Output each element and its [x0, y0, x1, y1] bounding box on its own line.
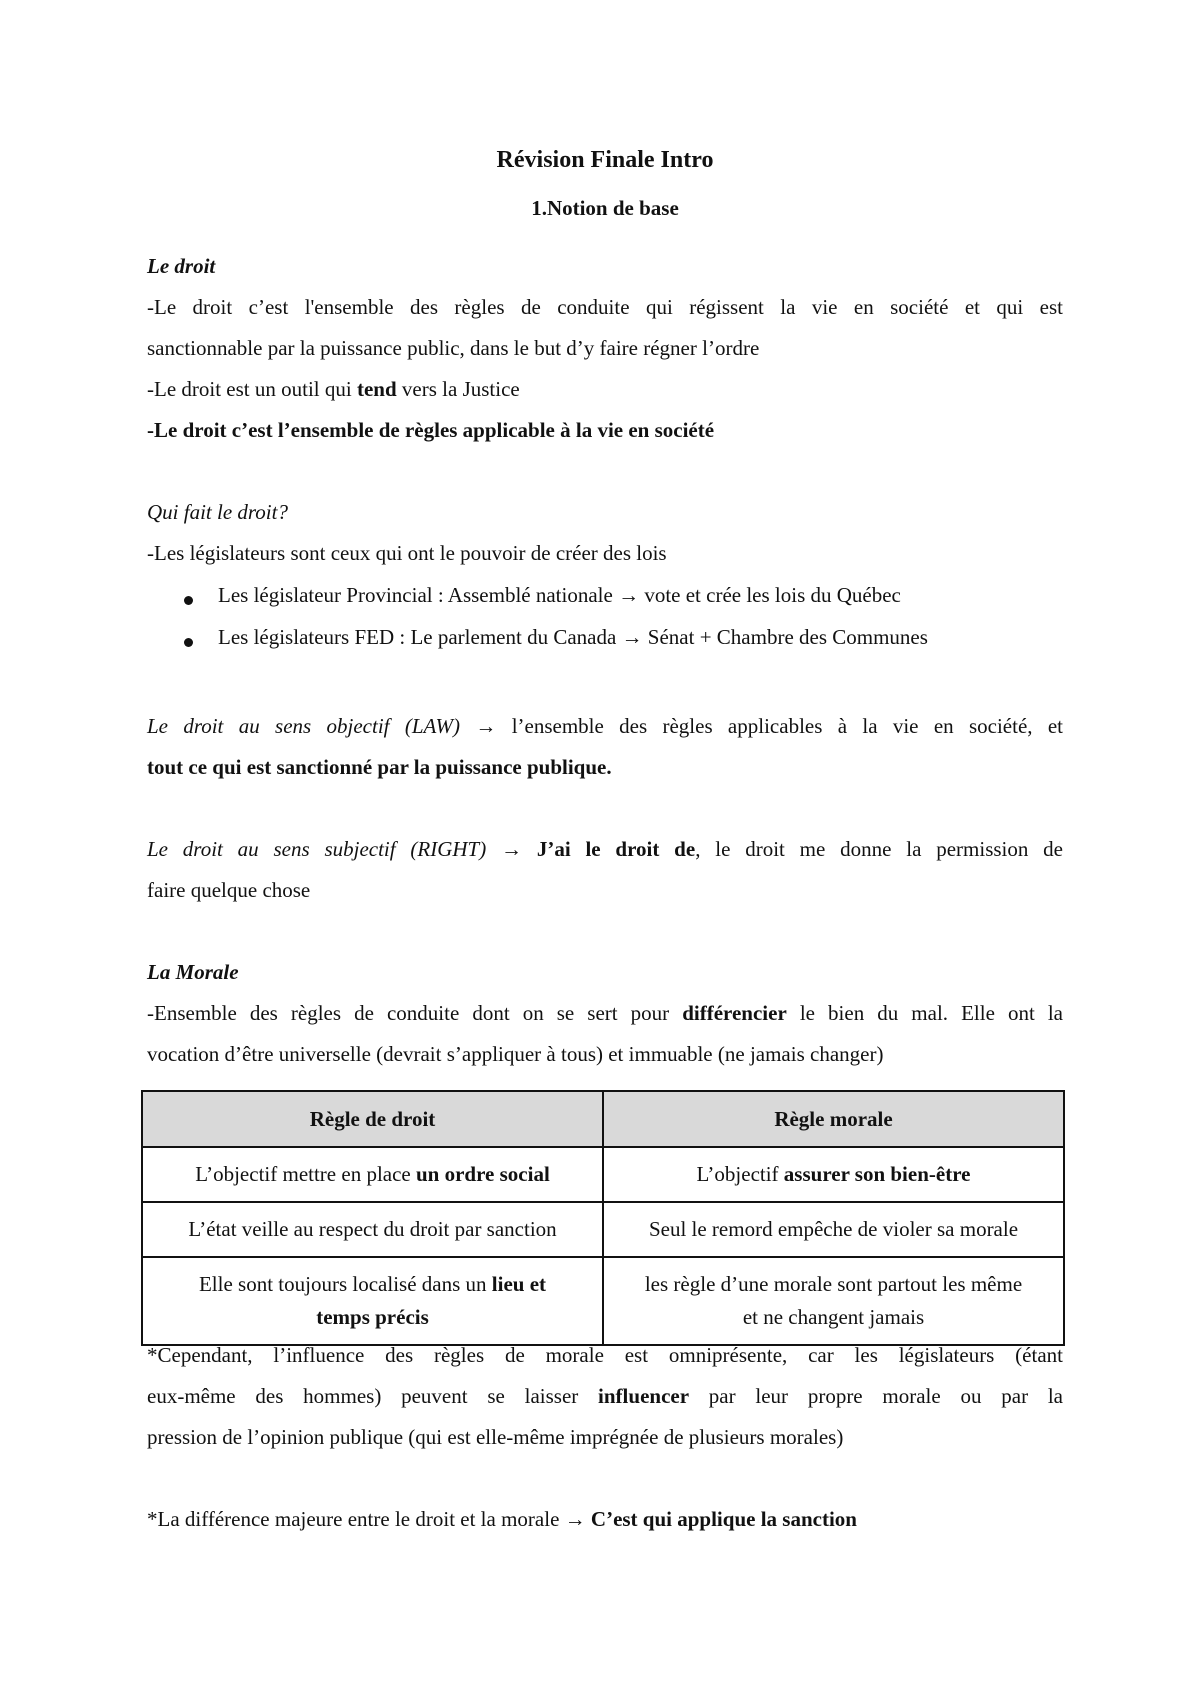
table-cell: Elle sont toujours localisé dans un lieu et temps précis	[142, 1257, 603, 1345]
le-droit-def3: -Le droit c’est l’ensemble de règles applicable à la vie en société	[147, 418, 715, 442]
morale-heading: La Morale	[147, 960, 239, 984]
qui-fait-intro: -Les législateurs sont ceux qui ont le pouvoir de créer des lois	[147, 541, 667, 565]
table-row	[142, 1257, 1064, 1345]
table-cell: les règle d’une morale sont partout les même et ne changent jamais	[603, 1257, 1064, 1345]
list-item: Les législateur Provincial : Assemblé nationale → vote et crée les lois du Québec	[218, 583, 901, 607]
table-header-row	[142, 1091, 1064, 1147]
morale-line2: vocation d’être universelle (devrait s’appliquer à tous) et immuable (ne jamais changer)	[147, 1042, 884, 1066]
page-title: Révision Finale Intro	[496, 147, 714, 173]
morale-line1: -Ensemble des règles de conduite dont on se sert pour différencier le bien du mal. Elle ont la	[147, 1001, 1063, 1025]
table-cell: L’objectif mettre en place un ordre social	[142, 1147, 603, 1202]
qui-fait-heading: Qui fait le droit?	[147, 500, 288, 524]
difference-line: *La différence majeure entre le droit et la morale → C’est qui applique la sanction	[147, 1507, 857, 1531]
subjectif-line2: faire quelque chose	[147, 878, 311, 902]
table-cell: Seul le remord empêche de violer sa morale	[603, 1202, 1064, 1257]
section-title: 1.Notion de base	[531, 196, 679, 220]
objectif-line2: tout ce qui est sanctionné par la puissance publique.	[147, 755, 612, 779]
table-cell: L’objectif assurer son bien-être	[603, 1147, 1064, 1202]
table-header-droit: Règle de droit	[142, 1091, 603, 1147]
le-droit-def1-line1: -Le droit c’est l'ensemble des règles de conduite qui régissent la vie en société et qui est	[147, 295, 1063, 319]
le-droit-def2: -Le droit est un outil qui tend vers la Justice	[147, 377, 520, 401]
cependant-line1: *Cependant, l’influence des règles de morale est omniprésente, car les législateurs (étant	[147, 1343, 1063, 1367]
objectif-line1: Le droit au sens objectif (LAW) → l’ensemble des règles applicables à la vie en société, et	[147, 714, 1063, 738]
bullet-icon	[184, 596, 193, 605]
bullet-icon	[184, 638, 193, 647]
list-item: Les législateurs FED : Le parlement du Canada → Sénat + Chambre des Communes	[218, 625, 928, 649]
le-droit-heading: Le droit	[147, 254, 216, 278]
table-header-morale: Règle morale	[603, 1091, 1064, 1147]
cependant-line3: pression de l’opinion publique (qui est elle-même imprégnée de plusieurs morales)	[147, 1425, 844, 1449]
le-droit-def1-line2: sanctionnable par la puissance public, dans le but d’y faire régner l’ordre	[147, 336, 760, 360]
subjectif-line1: Le droit au sens subjectif (RIGHT) → J’ai le droit de, le droit me donne la permission de	[147, 837, 1063, 861]
table-row	[142, 1202, 1064, 1257]
table-row	[142, 1147, 1064, 1202]
table-cell: L’état veille au respect du droit par sanction	[142, 1202, 603, 1257]
cependant-line2: eux-même des hommes) peuvent se laisser influencer par leur propre morale ou par la	[147, 1384, 1064, 1408]
comparison-table	[141, 1090, 1065, 1346]
